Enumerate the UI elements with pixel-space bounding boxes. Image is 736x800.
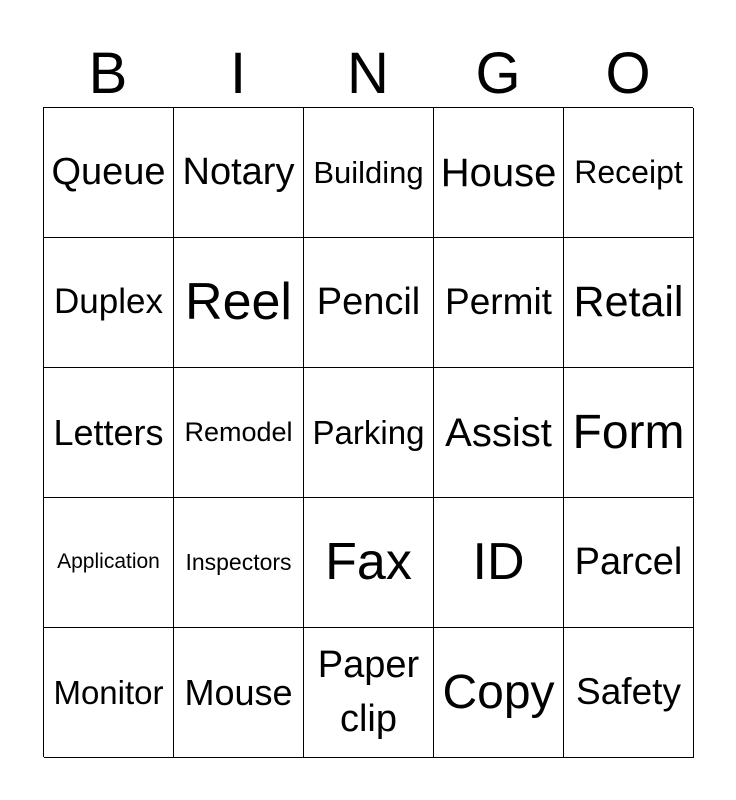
bingo-cell[interactable]: Reel xyxy=(174,238,304,368)
bingo-header xyxy=(43,40,693,108)
bingo-cell[interactable]: Safety xyxy=(564,628,694,758)
bingo-cell[interactable]: Parcel xyxy=(564,498,694,628)
header-letter-o: O xyxy=(605,41,651,106)
bingo-cell[interactable]: Monitor xyxy=(44,628,174,758)
bingo-cell[interactable]: Paper clip xyxy=(304,628,434,758)
bingo-cell[interactable]: Fax xyxy=(304,498,434,628)
bingo-cell[interactable]: House xyxy=(434,108,564,238)
bingo-cell[interactable]: Inspectors xyxy=(174,498,304,628)
header-letter-n: N xyxy=(347,41,389,106)
bingo-cell[interactable]: Assist xyxy=(434,368,564,498)
bingo-board xyxy=(43,107,693,757)
bingo-cell[interactable]: Mouse xyxy=(174,628,304,758)
bingo-cell[interactable]: Application xyxy=(44,498,174,628)
bingo-cell[interactable]: Letters xyxy=(44,368,174,498)
bingo-cell[interactable]: ID xyxy=(434,498,564,628)
bingo-cell[interactable]: Permit xyxy=(434,238,564,368)
bingo-cell[interactable]: Remodel xyxy=(174,368,304,498)
bingo-cell[interactable]: Receipt xyxy=(564,108,694,238)
bingo-cell[interactable]: Notary xyxy=(174,108,304,238)
bingo-cell[interactable]: Pencil xyxy=(304,238,434,368)
header-letter-g: G xyxy=(475,41,521,106)
bingo-cell[interactable]: Duplex xyxy=(44,238,174,368)
bingo-cell[interactable]: Building xyxy=(304,108,434,238)
header-letter-b: B xyxy=(88,41,128,106)
bingo-cell[interactable]: Copy xyxy=(434,628,564,758)
bingo-cell[interactable]: Queue xyxy=(44,108,174,238)
bingo-cell[interactable]: Retail xyxy=(564,238,694,368)
header-letter-i: I xyxy=(229,41,247,106)
bingo-cell[interactable]: Parking xyxy=(304,368,434,498)
bingo-cell[interactable]: Form xyxy=(564,368,694,498)
